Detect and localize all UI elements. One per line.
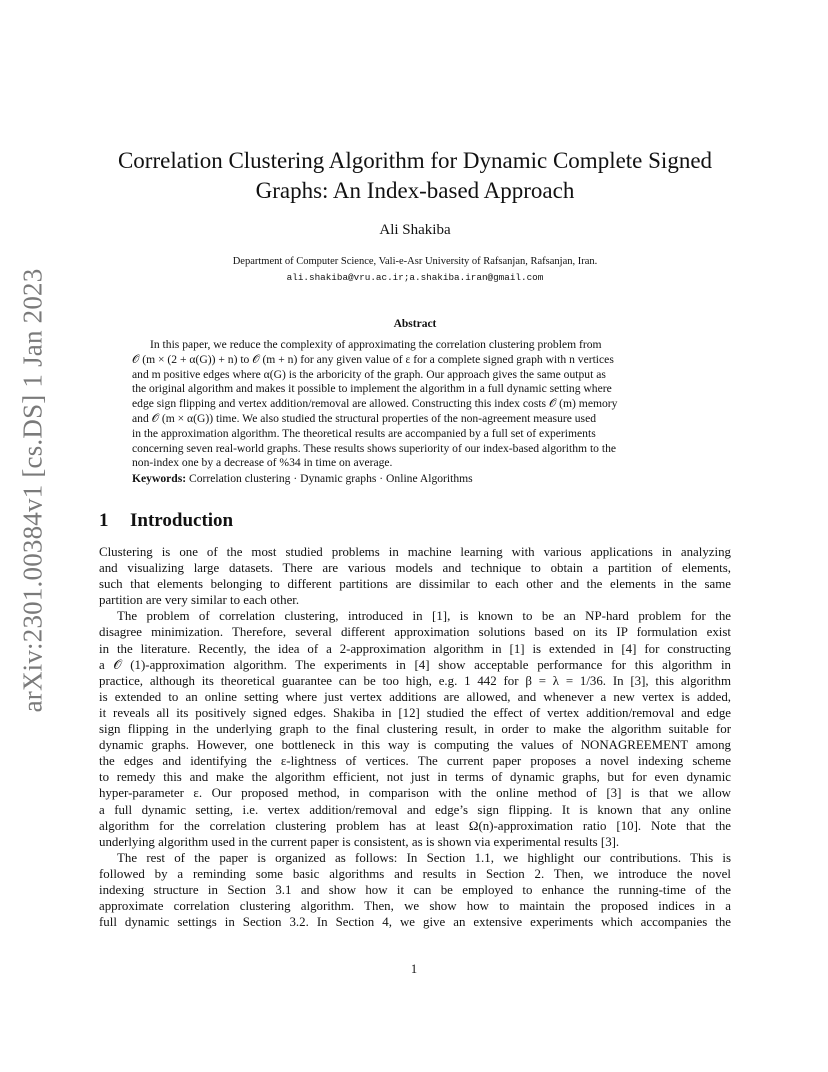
body-line: to remedy this and make the algorithm efficient, not just in terms of dynamic graphs, but for even dynamic — [99, 770, 731, 785]
section-number: 1 — [99, 510, 109, 531]
body-line: dynamic graphs. However, one bottleneck in this way is computing the values of NONAGREEMENT among — [99, 738, 731, 753]
keywords — [132, 472, 697, 485]
author-affiliation: Department of Computer Science, Vali-e-Asr University of Rafsanjan, Rafsanjan, Iran. — [232, 256, 598, 267]
section-title: Introduction — [130, 510, 234, 531]
body-line: full dynamic settings in Section 3.2. In Section 4, we give an extensive experiments which accompanies the — [99, 915, 731, 930]
body-line: a full dynamic setting, i.e. vertex addition/removal and edge’s sign flipping. It is known that any online — [99, 802, 731, 817]
body-line: the edges and identifying the ε-lightness of vertices. The current paper proposes a novel indexing scheme — [99, 754, 731, 769]
introduction-body — [99, 544, 731, 930]
body-line: practice, although its theoretical guarantee can be too high, e.g. 1 442 for β = λ = 1/36. In [3], this algorithm — [99, 673, 731, 688]
body-line: sign flipping in the underlying graph to the final clustering result, in order to make the algorithm suitable for — [99, 722, 731, 737]
title-line-1: Correlation Clustering Algorithm for Dynamic Complete Signed — [117, 148, 713, 173]
abstract-line: edge sign flipping and vertex addition/removal are allowed. Constructing this index costs 𝒪 (m) memory — [132, 397, 618, 411]
abstract-line: the original algorithm and makes it possible to implement the algorithm in a full dynamic setting where — [132, 382, 612, 396]
body-line: The problem of correlation clustering, introduced in [1], is known to be an NP-hard problem for the — [117, 609, 731, 624]
body-line: indexing structure in Section 3.1 and show how it can be employed to enhance the running-time of the — [99, 882, 731, 897]
arxiv-identifier: arXiv:2301.00384v1 [cs.DS] 1 Jan 2023 — [17, 268, 48, 712]
abstract-line: concerning seven real-world graphs. These results shows superiority of our index-based algorithm to the — [132, 441, 617, 455]
paper-title — [100, 146, 730, 206]
title-line-2: Graphs: An Index-based Approach — [255, 178, 575, 203]
abstract-line: non-index one by a decrease of %34 in time on average. — [132, 456, 393, 470]
body-line: approximate correlation clustering algorithm. Then, we show how to maintain the proposed indices in a — [99, 899, 731, 914]
abstract-heading: Abstract — [393, 318, 437, 330]
abstract-line: 𝒪 (m × (2 + α(G)) + n) to 𝒪 (m + n) for any given value of ε for a complete signed graph with n vertices — [132, 352, 614, 366]
body-line: such that elements belonging to different partitions are dissimilar to each other and the elements in the same — [99, 577, 731, 592]
keywords-list: Correlation clustering · Dynamic graphs · Online Algorithms — [189, 472, 473, 485]
author-email[interactable]: ali.shakiba@vru.ac.ir;a.shakiba.iran@gmail.com — [286, 272, 544, 283]
body-line: it reveals all its positively signed edges. Shakiba in [12] studied the effect of vertex addition/removal and edge — [99, 705, 731, 720]
body-line: algorithm for the correlation clustering problem has at least Ω(n)-approximation ratio [10]. Note that the — [99, 818, 731, 833]
body-line: a 𝒪 (1)-approximation algorithm. The experiments in [4] show acceptable performance for this algorithm in — [99, 657, 731, 672]
page-number: 1 — [410, 962, 418, 976]
author-name: Ali Shakiba — [379, 222, 451, 238]
abstract-line: and m positive edges where α(G) is the arboricity of the graph. Our approach gives the same output as — [132, 367, 606, 381]
keywords-label: Keywords: — [132, 472, 187, 485]
abstract-line: and 𝒪 (m × α(G)) time. We also studied the structural properties of the non-agreement measure used — [132, 411, 597, 425]
body-line: The rest of the paper is organized as follows: In Section 1.1, we highlight our contributions. This is — [117, 850, 731, 865]
abstract-body — [132, 338, 697, 471]
body-line: underlying algorithm used in the current paper is consistent, as is shown via experimental results [3]. — [99, 834, 620, 849]
body-line: in the literature. Recently, the idea of a 2-approximation algorithm in [1] is extended in [4] for constructing — [99, 641, 731, 656]
abstract-line: In this paper, we reduce the complexity of approximating the correlation clustering problem from — [150, 338, 602, 351]
body-line: disagree minimization. Therefore, several different approximation solutions based on its IP formulation exist — [99, 625, 731, 640]
arxiv-sidebar-stamp — [8, 268, 58, 712]
body-line: Clustering is one of the most studied problems in machine learning with various applications in analyzing — [99, 545, 731, 559]
body-line: is extended to an online setting where just vertex additions are allowed, and whenever a new vertex is added, — [99, 689, 731, 704]
abstract-line: in the approximation algorithm. The theoretical results are accompanied by a full set of experiments — [132, 426, 596, 440]
body-line: followed by a reminding some basic algorithms and results in Section 2. Then, we introduce the novel — [99, 866, 731, 881]
body-line: partition are very similar to each other. — [99, 593, 300, 608]
body-line: and visualizing large datasets. There are various models and technique to obtain a partition of elements, — [99, 561, 731, 576]
body-line: hyper-parameter ε. Our proposed method, in comparison with the online method of [3] is that we allow — [99, 786, 731, 801]
section-heading — [99, 510, 233, 532]
